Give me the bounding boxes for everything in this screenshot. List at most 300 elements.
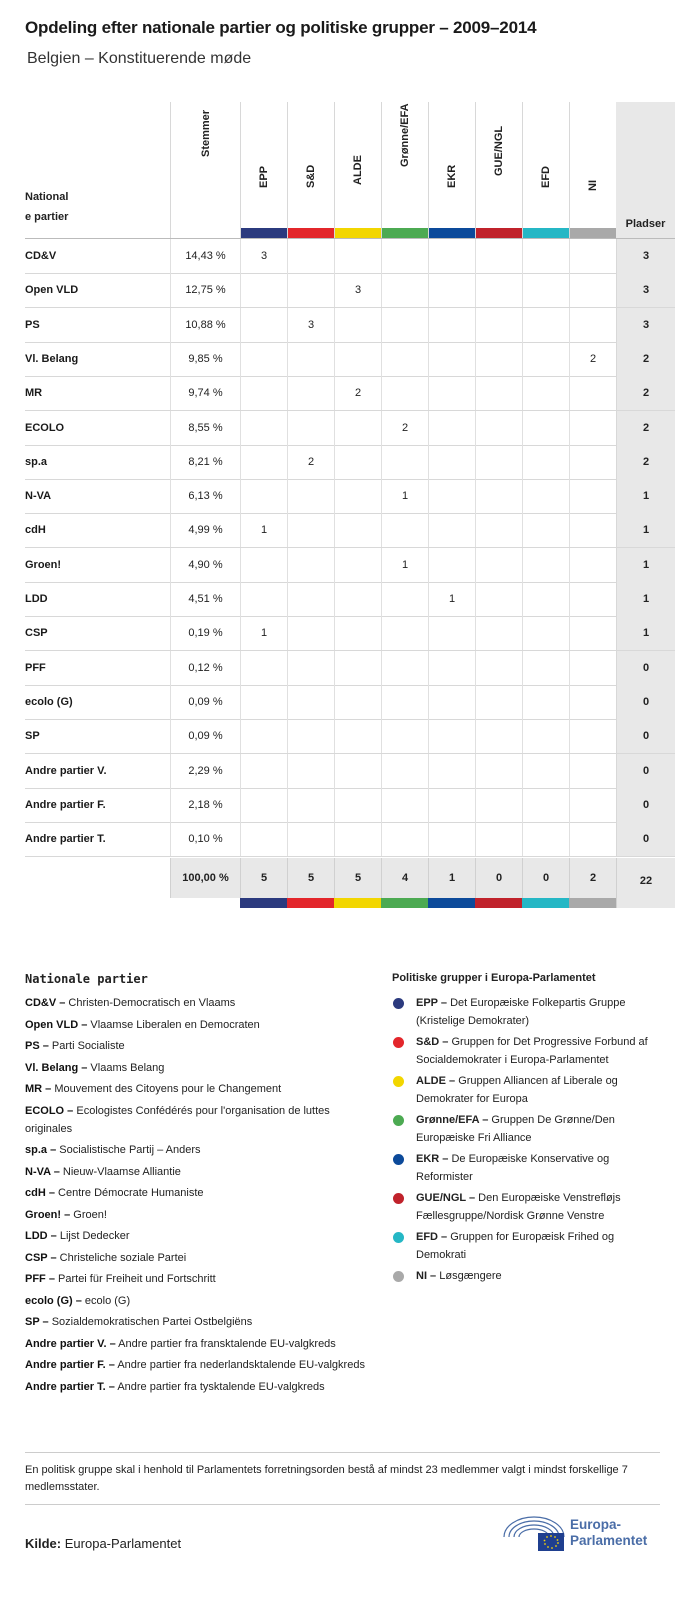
seats-cell: 3 — [616, 239, 675, 273]
seats-cell: 2 — [616, 445, 675, 479]
group-seat-cell — [334, 754, 381, 788]
group-seat-cell — [334, 719, 381, 753]
group-seat-cell — [287, 788, 334, 822]
national-legend-item — [25, 1270, 365, 1288]
votes-cell: 10,88 % — [170, 308, 240, 342]
group-color-bar — [381, 898, 428, 908]
group-color-bar — [570, 228, 616, 238]
group-color-dot-icon — [393, 1037, 404, 1048]
table-row — [25, 685, 675, 720]
group-seat-cell — [428, 308, 475, 342]
seats-cell: 1 — [616, 616, 675, 650]
table-row — [25, 719, 675, 754]
group-seat-cell — [287, 685, 334, 719]
party-full-name: Mouvement des Citoyens pour le Changement — [54, 1083, 282, 1095]
group-header-label: EFD — [540, 166, 552, 188]
group-color-bar — [428, 898, 475, 908]
group-full-name: De Europæiske Konservative og Reformister — [416, 1153, 610, 1183]
group-abbr: GUE/NGL – — [416, 1192, 476, 1204]
national-legend-item — [25, 1059, 365, 1077]
group-seat-cell — [381, 788, 428, 822]
group-seat-cell — [287, 548, 334, 582]
table-row — [25, 411, 675, 446]
group-color-dot-icon — [393, 998, 404, 1009]
group-color-bar — [476, 228, 522, 238]
group-seat-cell — [522, 685, 569, 719]
party-full-name: Vlaamse Liberalen en Democraten — [90, 1018, 260, 1031]
party-name: N-VA — [25, 490, 52, 503]
group-column-header — [240, 102, 287, 238]
table-row — [25, 754, 675, 789]
group-legend-item — [392, 1267, 662, 1285]
votes-cell: 4,99 % — [170, 513, 240, 547]
party-abbr: ECOLO – — [25, 1104, 74, 1117]
group-seat-cell — [428, 513, 475, 547]
group-seat-cell — [475, 685, 522, 719]
group-full-name: Gruppen De Grønne/Den Europæiske Fri Alliance — [416, 1114, 615, 1144]
table-row — [25, 308, 675, 343]
group-seat-cell — [569, 239, 616, 273]
group-legend-heading: Politiske grupper i Europa-Parlamentet — [392, 972, 596, 984]
group-seat-cell — [240, 273, 287, 307]
table-row — [25, 822, 675, 857]
group-seat-cell — [428, 754, 475, 788]
group-seat-cell — [522, 411, 569, 445]
group-seat-cell — [334, 411, 381, 445]
table-row — [25, 616, 675, 651]
party-full-name: Sozialdemokratischen Partei Ostbelgiëns — [51, 1316, 253, 1328]
party-abbr: cdH – — [25, 1187, 55, 1199]
group-seat-cell — [475, 548, 522, 582]
group-seat-cell — [381, 342, 428, 376]
party-name: Vl. Belang — [25, 352, 79, 365]
total-group-cell: 5 — [334, 858, 381, 898]
group-full-name: Gruppen Alliancen af Liberale og Demokrater for Europa — [416, 1075, 618, 1105]
national-legend-item — [25, 1080, 365, 1098]
group-seat-cell — [428, 376, 475, 410]
party-full-name: Lijst Dedecker — [59, 1230, 130, 1242]
party-full-name: Socialistische Partij – Anders — [59, 1144, 201, 1156]
group-seat-cell — [334, 239, 381, 273]
national-legend-item — [25, 1313, 365, 1331]
group-seat-cell — [428, 822, 475, 856]
group-full-name: Det Europæiske Folkepartis Gruppe (Kristelige Demokrater) — [416, 997, 626, 1027]
party-column-header: National e partier — [25, 191, 69, 223]
votes-column-header — [170, 102, 240, 238]
group-seat-cell: 1 — [381, 548, 428, 582]
group-seat-cell: 1 — [428, 582, 475, 616]
group-seat-cell — [569, 788, 616, 822]
group-seat-cell — [334, 308, 381, 342]
party-abbr: CSP – — [25, 1251, 57, 1264]
group-column-header — [569, 102, 616, 238]
group-seat-cell — [334, 445, 381, 479]
group-color-bar — [287, 898, 334, 908]
party-abbr: Andre partier F. – — [25, 1359, 115, 1371]
party-name: CD&V — [25, 250, 57, 262]
group-seat-cell — [522, 513, 569, 547]
group-seat-cell — [381, 582, 428, 616]
group-legend-item — [392, 1072, 662, 1108]
votes-cell: 6,13 % — [170, 479, 240, 513]
seats-cell: 3 — [616, 273, 675, 307]
group-seat-cell — [475, 376, 522, 410]
party-full-name: Ecologistes Confédérés pour l'organisation de luttes originales — [25, 1104, 330, 1135]
party-abbr: Open VLD – — [25, 1018, 88, 1031]
group-seat-cell — [428, 273, 475, 307]
party-full-name: Groen! — [73, 1208, 107, 1221]
total-votes-cell: 100,00 % — [170, 858, 240, 898]
group-color-bar — [475, 898, 522, 908]
group-seat-cell — [287, 239, 334, 273]
group-seat-cell — [475, 239, 522, 273]
group-header-label: S&D — [305, 164, 317, 188]
group-seat-cell: 2 — [381, 411, 428, 445]
group-seat-cell — [569, 376, 616, 410]
group-seat-cell — [475, 822, 522, 856]
total-group-cell: 4 — [381, 858, 428, 898]
party-name: PS — [25, 318, 40, 331]
seats-cell: 1 — [616, 513, 675, 547]
seats-cell: 2 — [616, 411, 675, 445]
party-name: sp.a — [25, 455, 48, 468]
party-name: CSP — [25, 627, 48, 640]
group-seat-cell — [240, 548, 287, 582]
group-seat-cell — [475, 308, 522, 342]
group-seat-cell — [240, 445, 287, 479]
group-color-bar — [335, 228, 381, 238]
party-full-name: Christen-Democratisch en Vlaams — [68, 997, 236, 1009]
group-seat-cell: 2 — [287, 445, 334, 479]
group-seat-cell: 3 — [287, 308, 334, 342]
group-header-label: EPP — [258, 165, 270, 188]
group-legend-item — [392, 1228, 662, 1264]
page-title: Opdeling efter nationale partier og politiske grupper – 2009–2014 — [25, 18, 537, 37]
party-name: Groen! — [25, 558, 62, 571]
group-color-dot-icon — [393, 1271, 404, 1282]
votes-cell: 8,55 % — [170, 411, 240, 445]
group-seat-cell — [240, 822, 287, 856]
group-seat-cell — [569, 685, 616, 719]
votes-cell: 4,51 % — [170, 582, 240, 616]
seats-cell: 0 — [616, 754, 675, 788]
group-seat-cell — [522, 651, 569, 685]
group-seat-cell — [522, 822, 569, 856]
group-seat-cell — [381, 754, 428, 788]
group-abbr: S&D – — [416, 1036, 449, 1048]
party-full-name: ecolo (G) — [84, 1294, 131, 1307]
party-name: SP — [25, 730, 40, 743]
national-legend-item — [25, 1227, 365, 1245]
group-legend-item — [392, 994, 662, 1030]
group-color-dot-icon — [393, 1115, 404, 1126]
group-full-name: Gruppen for Europæisk Frihed og Demokrati — [416, 1231, 615, 1261]
group-abbr: NI – — [416, 1270, 437, 1282]
group-seat-cell — [522, 719, 569, 753]
group-seat-cell — [522, 754, 569, 788]
group-seat-cell — [569, 308, 616, 342]
national-legend-item — [25, 1335, 365, 1353]
group-seat-cell — [334, 685, 381, 719]
votes-cell: 0,09 % — [170, 719, 240, 753]
party-full-name: Partei für Freiheit und Fortschritt — [58, 1273, 216, 1285]
total-group-cell: 1 — [428, 858, 475, 898]
party-full-name: Centre Démocrate Humaniste — [58, 1187, 204, 1199]
group-abbr: EKR – — [416, 1153, 449, 1165]
national-legend-item — [25, 1037, 365, 1055]
national-legend-item — [25, 1016, 365, 1034]
group-seat-cell — [522, 342, 569, 376]
group-seat-cell — [522, 273, 569, 307]
group-seat-cell — [381, 376, 428, 410]
group-seat-cell — [475, 411, 522, 445]
votes-cell: 2,29 % — [170, 754, 240, 788]
seats-cell: 1 — [616, 548, 675, 582]
group-color-bar — [569, 898, 616, 908]
table-row — [25, 788, 675, 823]
group-seat-cell — [381, 616, 428, 650]
group-seat-cell — [569, 513, 616, 547]
party-full-name: Andre partier fra tysktalende EU-valgkreds — [117, 1380, 325, 1393]
group-column-header — [428, 102, 475, 238]
group-seat-cell — [569, 445, 616, 479]
seats-cell: 3 — [616, 308, 675, 342]
party-name: Open VLD — [25, 284, 79, 297]
seats-header-label: Pladser — [625, 218, 666, 230]
party-name: cdH — [25, 524, 46, 537]
group-seat-cell: 2 — [569, 342, 616, 376]
group-seat-cell — [381, 273, 428, 307]
group-seat-cell — [569, 582, 616, 616]
seats-cell: 1 — [616, 582, 675, 616]
group-seat-cell — [240, 411, 287, 445]
source-value: Europa-Parlamentet — [64, 1536, 182, 1551]
source-line — [25, 1536, 181, 1551]
group-seat-cell — [240, 719, 287, 753]
party-abbr: Andre partier T. – — [25, 1380, 115, 1393]
group-legend-item — [392, 1189, 662, 1225]
group-column-header — [287, 102, 334, 238]
group-legend-item — [392, 1150, 662, 1186]
group-seat-cell — [287, 616, 334, 650]
group-seat-cell — [569, 719, 616, 753]
logo-line2: Parlamentet — [570, 1533, 648, 1548]
group-seat-cell — [381, 651, 428, 685]
group-seat-cell — [428, 445, 475, 479]
total-group-cell: 0 — [522, 858, 569, 898]
total-group-cell: 0 — [475, 858, 522, 898]
table-row — [25, 651, 675, 686]
national-legend-item — [25, 1102, 365, 1138]
party-full-name: Andre partier fra fransktalende EU-valgkreds — [118, 1337, 336, 1350]
group-color-dot-icon — [393, 1154, 404, 1165]
votes-cell: 0,09 % — [170, 685, 240, 719]
group-seat-cell — [522, 445, 569, 479]
group-seat-cell — [475, 273, 522, 307]
group-abbr: EPP – — [416, 997, 447, 1009]
group-seat-cell: 3 — [240, 239, 287, 273]
party-name: ECOLO — [25, 421, 65, 434]
group-seat-cell — [334, 548, 381, 582]
group-abbr: Grønne/EFA – — [416, 1114, 489, 1126]
group-color-dot-icon — [393, 1076, 404, 1087]
group-seat-cell — [287, 513, 334, 547]
seats-cell: 0 — [616, 788, 675, 822]
group-seat-cell — [287, 411, 334, 445]
party-name: ecolo (G) — [25, 695, 73, 708]
group-seat-cell: 2 — [334, 376, 381, 410]
group-seat-cell — [569, 411, 616, 445]
table-row — [25, 582, 675, 617]
party-full-name: Andre partier fra nederlandsktalende EU-valgkreds — [117, 1359, 365, 1371]
votes-cell: 8,21 % — [170, 445, 240, 479]
votes-cell: 0,19 % — [170, 616, 240, 650]
group-header-label: NI — [587, 180, 599, 191]
group-color-bar — [241, 228, 287, 238]
footnote: En politisk gruppe skal i henhold til Parlamentets forretningsorden bestå af mindst 23 medlemmer valgt i mindst forskellige 7 medlemsstater. — [25, 1464, 628, 1493]
group-seat-cell — [287, 822, 334, 856]
group-seat-cell — [381, 719, 428, 753]
group-seat-cell — [475, 651, 522, 685]
party-abbr: PFF – — [25, 1273, 55, 1285]
party-full-name: Parti Socialiste — [51, 1040, 125, 1052]
table-row — [25, 445, 675, 480]
national-legend-item — [25, 1378, 365, 1396]
total-group-cell: 2 — [569, 858, 616, 898]
group-seat-cell — [522, 582, 569, 616]
group-seat-cell — [240, 376, 287, 410]
party-abbr: sp.a – — [25, 1144, 57, 1156]
group-seat-cell — [240, 342, 287, 376]
group-color-bar — [334, 898, 381, 908]
national-legend-item — [25, 994, 365, 1012]
table-row — [25, 273, 675, 308]
group-header-label: Grønne/EFA — [399, 103, 411, 167]
group-seat-cell — [522, 548, 569, 582]
group-legend-item — [392, 1033, 662, 1069]
group-seat-cell — [475, 342, 522, 376]
group-seat-cell — [475, 445, 522, 479]
group-full-name: Løsgængere — [439, 1270, 502, 1282]
group-header-label: GUE/NGL — [493, 125, 505, 176]
group-seat-cell — [381, 239, 428, 273]
party-abbr: N-VA – — [25, 1165, 60, 1178]
votes-cell: 12,75 % — [170, 273, 240, 307]
party-abbr: ecolo (G) – — [25, 1294, 82, 1307]
group-seat-cell — [287, 719, 334, 753]
votes-header-label: Stemmer — [199, 109, 212, 157]
group-seat-cell — [240, 479, 287, 513]
group-seat-cell — [475, 616, 522, 650]
group-legend-item — [392, 1111, 662, 1147]
party-abbr: CD&V – — [25, 997, 66, 1009]
party-abbr: SP – — [25, 1316, 49, 1328]
party-abbr: MR – — [25, 1083, 52, 1095]
group-color-bar — [382, 228, 428, 238]
national-legend-item — [25, 1184, 365, 1202]
table-row — [25, 513, 675, 548]
group-seat-cell — [287, 651, 334, 685]
seats-column-header — [616, 102, 675, 238]
group-full-name: Gruppen for Det Progressive Forbund af Socialdemokrater i Europa-Parlamentet — [416, 1036, 648, 1066]
group-seat-cell — [522, 788, 569, 822]
group-seat-cell — [475, 754, 522, 788]
group-seat-cell — [475, 582, 522, 616]
national-legend-item — [25, 1249, 365, 1267]
national-legend-item — [25, 1292, 365, 1310]
group-seat-cell: 1 — [240, 513, 287, 547]
group-seat-cell — [475, 719, 522, 753]
seats-cell: 2 — [616, 342, 675, 376]
table-row — [25, 548, 675, 583]
group-column-header — [522, 102, 569, 238]
group-seat-cell — [522, 239, 569, 273]
group-full-name: Den Europæiske Venstrefløjs Fællesgruppe/Nordisk Grønne Venstre — [416, 1192, 621, 1222]
group-abbr: ALDE – — [416, 1075, 456, 1087]
group-seat-cell — [334, 788, 381, 822]
group-seat-cell — [569, 822, 616, 856]
seats-cell: 0 — [616, 719, 675, 753]
votes-cell: 14,43 % — [170, 239, 240, 273]
group-seat-cell — [240, 788, 287, 822]
group-seat-cell — [381, 445, 428, 479]
party-full-name: Vlaams Belang — [90, 1061, 165, 1074]
group-seat-cell — [569, 548, 616, 582]
group-seat-cell — [381, 308, 428, 342]
group-seat-cell: 1 — [381, 479, 428, 513]
totals-row — [25, 858, 675, 898]
group-seat-cell — [381, 822, 428, 856]
votes-cell: 9,85 % — [170, 342, 240, 376]
group-seat-cell — [381, 685, 428, 719]
total-seats-cell: 22 — [616, 858, 675, 908]
national-legend-item — [25, 1206, 365, 1224]
total-group-cell: 5 — [287, 858, 334, 898]
group-seat-cell — [428, 616, 475, 650]
group-seat-cell — [334, 582, 381, 616]
table-row — [25, 239, 675, 274]
party-name: MR — [25, 387, 43, 400]
group-abbr: EFD – — [416, 1231, 448, 1243]
seats-cell: 0 — [616, 685, 675, 719]
table-row — [25, 342, 675, 377]
group-seat-cell — [287, 754, 334, 788]
votes-cell: 0,12 % — [170, 651, 240, 685]
seats-cell: 0 — [616, 651, 675, 685]
group-seat-cell — [287, 273, 334, 307]
group-seat-cell — [287, 376, 334, 410]
party-abbr: Groen! – — [25, 1208, 71, 1221]
group-seat-cell — [334, 479, 381, 513]
group-seat-cell — [569, 754, 616, 788]
party-abbr: PS – — [25, 1040, 49, 1052]
seats-cell: 0 — [616, 822, 675, 856]
group-seat-cell — [428, 548, 475, 582]
group-color-dot-icon — [393, 1193, 404, 1204]
total-group-cell: 5 — [240, 858, 287, 898]
seats-cell: 2 — [616, 376, 675, 410]
group-seat-cell: 1 — [240, 616, 287, 650]
party-abbr: LDD – — [25, 1230, 57, 1242]
national-legend-heading: Nationale partier — [25, 972, 148, 986]
group-color-bar — [240, 898, 287, 908]
group-seat-cell — [334, 342, 381, 376]
group-seat-cell — [428, 239, 475, 273]
group-seat-cell — [475, 513, 522, 547]
source-label: Kilde: — [25, 1536, 62, 1551]
table-row — [25, 376, 675, 411]
party-name: Andre partier V. — [25, 764, 107, 777]
